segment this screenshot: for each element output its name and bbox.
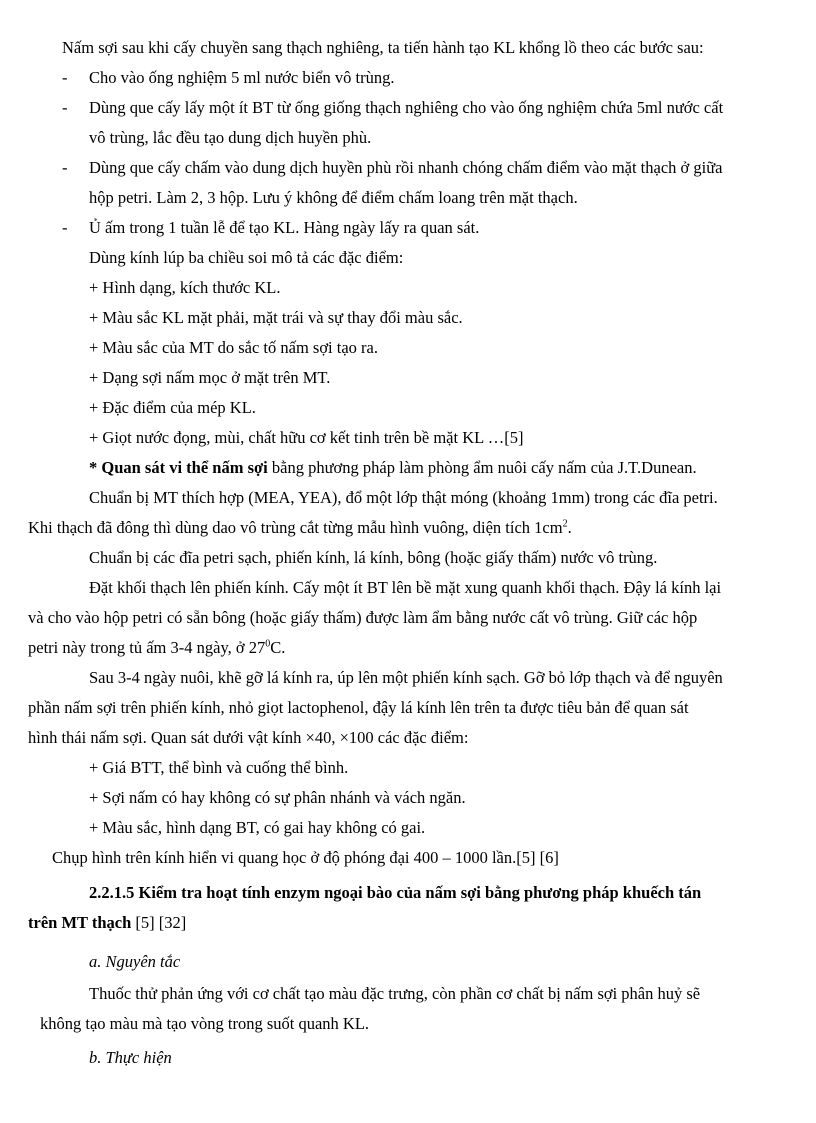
feature-item: + Màu sắc của MT do sắc tố nấm sợi tạo ra.	[89, 338, 378, 357]
step-4: Ủ ấm trong 1 tuần lễ để tạo KL. Hàng ngày lấy ra quan sát.	[89, 218, 480, 237]
bullet-dash: -	[62, 158, 68, 177]
superscript: 2	[562, 518, 568, 530]
paragraph-line: Đặt khối thạch lên phiến kính. Cấy một ít BT lên bề mặt xung quanh khối thạch. Đậy lá kính lại	[89, 578, 722, 597]
intro-line: Nấm sợi sau khi cấy chuyền sang thạch nghiêng, ta tiến hành tạo KL khổng lồ theo các bước sau:	[62, 38, 704, 57]
microscopy-heading: * Quan sát vi thể nấm sợi	[89, 458, 268, 477]
bullet-dash: -	[62, 98, 68, 117]
microscopy-heading-line	[89, 457, 697, 479]
paragraph-line: và cho vào hộp petri có sẵn bông (hoặc giấy thấm) được làm ẩm bằng nước cất vô trùng. Giữ các hộp	[28, 608, 698, 627]
paragraph-line	[28, 517, 572, 539]
step-2-line-2: vô trùng, lắc đều tạo dung dịch huyền phù.	[89, 128, 372, 147]
feature-item: + Giọt nước đọng, mùi, chất hữu cơ kết tinh trên bề mặt KL …[5]	[89, 428, 524, 447]
bullet-dash: -	[62, 218, 68, 237]
step-1: Cho vào ống nghiệm 5 ml nước biển vô trùng.	[89, 68, 395, 87]
feature-item: + Dạng sợi nấm mọc ở mặt trên MT.	[89, 368, 331, 387]
subheading-procedure: b. Thực hiện	[89, 1048, 172, 1067]
paragraph-text: Khi thạch đã đông thì dùng dao vô trùng cắt từng mẫu hình vuông, diện tích 1cm	[28, 518, 563, 537]
step-2-line-1: Dùng que cấy lấy một ít BT từ ống giống thạch nghiêng cho vào ống nghiệm chứa 5ml nước cất	[89, 98, 724, 117]
step-3-line-2: hộp petri. Làm 2, 3 hộp. Lưu ý không để điểm chấm loang trên mặt thạch.	[89, 188, 578, 207]
step-3-line-1: Dùng que cấy chấm vào dung dịch huyền phù rồi nhanh chóng chấm điểm vào mặt thạch ở giữa	[89, 158, 723, 177]
feature-item: + Đặc điểm của mép KL.	[89, 398, 256, 417]
paragraph-tail: C.	[270, 638, 286, 657]
section-heading-line-2	[28, 912, 186, 934]
paragraph-line: Chuẩn bị MT thích hợp (MEA, YEA), đổ một lớp thật móng (khoảng 1mm) trong các đĩa petri.	[89, 488, 718, 507]
section-heading-line-1: 2.2.1.5 Kiểm tra hoạt tính enzym ngoại bào của nấm sợi bằng phương pháp khuếch tán	[89, 883, 702, 902]
section-heading-text: trên MT thạch	[28, 913, 132, 932]
feature-item: + Màu sắc KL mặt phải, mặt trái và sự thay đổi màu sắc.	[89, 308, 463, 327]
paragraph-line: không tạo màu mà tạo vòng trong suốt quanh KL.	[40, 1014, 370, 1033]
feature-item: + Giá BTT, thể bình và cuống thể bình.	[89, 758, 349, 777]
subheading-principle: a. Nguyên tắc	[89, 952, 181, 971]
bullet-dash: -	[62, 68, 68, 87]
feature-item: + Màu sắc, hình dạng BT, có gai hay không có gai.	[89, 818, 426, 837]
paragraph-line: Thuốc thử phản ứng với cơ chất tạo màu đặc trưng, còn phần cơ chất bị nấm sợi phân huỷ sẽ	[89, 984, 701, 1003]
feature-item: + Hình dạng, kích thước KL.	[89, 278, 281, 297]
feature-item: + Sợi nấm có hay không có sự phân nhánh và vách ngăn.	[89, 788, 466, 807]
paragraph-line: Chụp hình trên kính hiển vi quang học ở độ phóng đại 400 – 1000 lần.[5] [6]	[52, 848, 559, 867]
paragraph-line: hình thái nấm sợi. Quan sát dưới vật kính ×40, ×100 các đặc điểm:	[28, 728, 469, 747]
paragraph-text: petri này trong tủ ấm 3-4 ngày, ở 27	[28, 638, 266, 657]
paragraph-line	[28, 637, 285, 659]
observation-intro: Dùng kính lúp ba chiều soi mô tả các đặc điểm:	[89, 248, 404, 267]
superscript: 0	[265, 638, 271, 650]
paragraph-line: phần nấm sợi trên phiến kính, nhỏ giọt lactophenol, đậy lá kính lên trên ta được tiêu bản để quan sát	[28, 698, 689, 717]
paragraph-tail: .	[567, 518, 572, 537]
paragraph-line: Sau 3-4 ngày nuôi, khẽ gỡ lá kính ra, úp lên một phiến kính sạch. Gỡ bỏ lớp thạch và để nguyên	[89, 668, 723, 687]
paragraph-line: Chuẩn bị các đĩa petri sạch, phiến kính, lá kính, bông (hoặc giấy thấm) nước vô trùng.	[89, 548, 658, 567]
section-heading-refs: [5] [32]	[131, 913, 187, 932]
microscopy-heading-rest: bằng phương pháp làm phòng ẩm nuôi cấy nấm của J.T.Dunean.	[267, 458, 697, 477]
